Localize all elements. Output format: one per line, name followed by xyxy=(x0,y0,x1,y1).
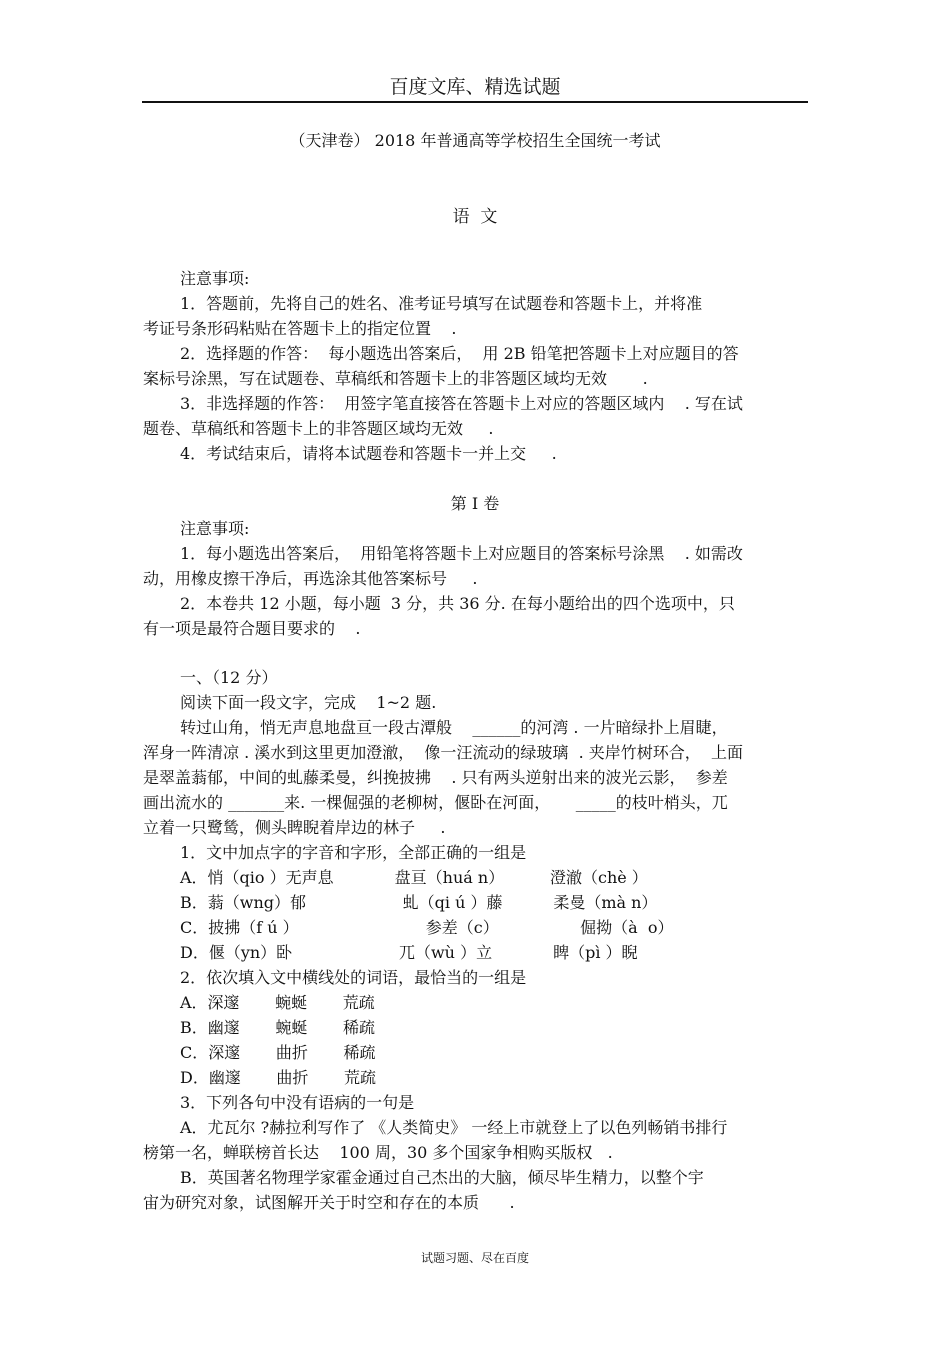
question-line: 2．依次填入文中横线处的词语，最恰当的一组是 xyxy=(180,968,527,987)
part1-notice-heading: 注意事项: xyxy=(180,519,250,538)
notice-line: 1．答题前，先将自己的姓名、准考证号填写在试题卷和答题卡上，并将准 xyxy=(180,294,703,313)
option-line: D．幽邃 曲折 荒疏 xyxy=(180,1068,377,1087)
header-rule xyxy=(142,101,808,103)
passage-line: 立着一只鹭鸶，侧头睥睨着岸边的林子 . xyxy=(143,818,446,837)
notice-line: 2．选择题的作答： 每小题选出答案后， 用 2B 铅笔把答题卡上对应题目的答 xyxy=(180,344,739,363)
option-line: C．披拂（f ú ） 参差（c） 倔拗（à o） xyxy=(180,918,674,937)
option-line: C．深邃 曲折 稀疏 xyxy=(180,1043,376,1062)
option-line: A．深邃 蜿蜒 荒疏 xyxy=(180,993,375,1012)
part1-notice-line: 动，用橡皮擦干净后，再选涂其他答案标号 . xyxy=(143,569,478,588)
option-line: B．蓊（wng）郁 虬（qi ú ）藤 柔曼（mà n） xyxy=(180,893,658,912)
option-line: D．偃（yn）卧 兀（wù ）立 睥（pì ）睨 xyxy=(180,943,638,962)
page-header-title: 百度文库、精选试题 xyxy=(389,76,561,98)
section1-intro: 阅读下面一段文字，完成 1~2 题. xyxy=(180,693,437,712)
passage-line: 转过山角，悄无声息地盘亘一段古潭般 ______的河湾 . 一片暗绿扑上眉睫， xyxy=(180,718,728,737)
exam-title: （天津卷） 2018 年普通高等学校招生全国统一考试 xyxy=(289,131,661,150)
option-line: 宙为研究对象，试图解开关于时空和存在的本质 . xyxy=(143,1193,515,1212)
passage-line: 画出流水的 _______来. 一棵倔强的老柳树，偃卧在河面， _____的枝叶梢头，兀 xyxy=(143,793,728,812)
part1-heading: 第 I 卷 xyxy=(450,494,500,513)
part1-notice-line: 2．本卷共 12 小题，每小题 3 分，共 36 分. 在每小题给出的四个选项中，只 xyxy=(180,594,735,613)
notice-line: 3．非选择题的作答： 用签字笔直接答在答题卡上对应的答题区域内 . 写在试 xyxy=(180,394,743,413)
part1-notice-line: 有一项是最符合题目要求的 . xyxy=(143,619,361,638)
notice-line: 考证号条形码粘贴在答题卡上的指定位置 . xyxy=(143,319,457,338)
notice-line: 4．考试结束后，请将本试题卷和答题卡一并上交 . xyxy=(180,444,557,463)
section1-heading: 一、（12 分） xyxy=(180,668,278,687)
passage-line: 是翠盖蓊郁，中间的虬藤柔曼，纠挽披拂 . 只有两头逆射出来的波光云影， 参差 xyxy=(143,768,728,787)
notice-line: 题卷、草稿纸和答题卡上的非答题区域均无效 . xyxy=(143,419,494,438)
option-line: A．悄（qio ）无声息 盘亘（huá n） 澄澈（chè ） xyxy=(180,868,648,887)
subject-title: 语 文 xyxy=(452,207,498,227)
question-line: 3．下列各句中没有语病的一句是 xyxy=(180,1093,415,1112)
notice-line: 案标号涂黑，写在试题卷、草稿纸和答题卡上的非答题区域均无效 . xyxy=(143,369,648,388)
passage-line: 浑身一阵清凉 . 溪水到这里更加澄澈， 像一汪流动的绿玻璃 . 夹岸竹树环合， 上面 xyxy=(143,743,743,762)
option-line: B．幽邃 蜿蜒 稀疏 xyxy=(180,1018,375,1037)
option-line: B．英国著名物理学家霍金通过自己杰出的大脑，倾尽毕生精力，以整个宇 xyxy=(180,1168,704,1187)
page-footer: 试题习题、尽在百度 xyxy=(420,1251,529,1265)
option-line: 榜第一名，蝉联榜首长达 100 周，30 多个国家争相购买版权 . xyxy=(143,1143,613,1162)
question-line: 1．文中加点字的字音和字形，全部正确的一组是 xyxy=(180,843,527,862)
notice-heading: 注意事项: xyxy=(180,269,250,288)
part1-notice-line: 1．每小题选出答案后， 用铅笔将答题卡上对应题目的答案标号涂黑 . 如需改 xyxy=(180,544,743,563)
option-line: A．尤瓦尔 ?赫拉利写作了 《人类简史》 一经上市就登上了以色列畅销书排行 xyxy=(180,1118,728,1137)
